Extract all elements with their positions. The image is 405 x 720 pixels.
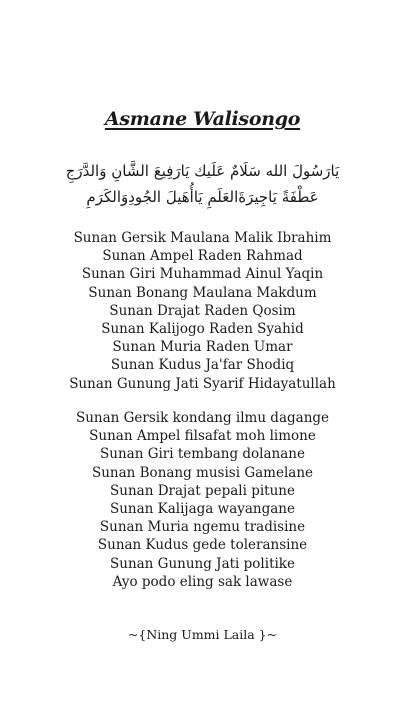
verse-line: Sunan Kudus Ja'far Shodiq — [110, 357, 295, 374]
arabic-verse — [20, 158, 385, 210]
verse-line: Ayo podo eling sak lawase — [112, 573, 293, 590]
verse-line: Sunan Kudus gede toleransine — [97, 537, 308, 554]
verse-line: Sunan Kalijogo Raden Syahid — [101, 321, 304, 338]
verse-line: Sunan Gunung Jati politike — [110, 555, 295, 572]
stanza-contributions — [0, 409, 405, 591]
verse-line: Sunan Gersik kondang ilmu dagange — [75, 410, 330, 426]
verse-line: Sunan Ampel filsafat moh limone — [89, 428, 316, 445]
verse-line: Sunan Kalijaga wayangane — [109, 501, 295, 518]
verse-line: Sunan Bonang Maulana Makdum — [88, 284, 317, 301]
verse-line: Sunan Drajat pepali pitune — [110, 482, 295, 499]
poem-title — [0, 108, 405, 130]
arabic-line-1: يَارَسُولَ الله سَلَامٌ عَلَيك يَارَفِيعَ الشَّانِ وَالدَّرَجِ — [65, 162, 340, 180]
verse-line: Sunan Gersik Maulana Malik Ibrahim — [73, 230, 332, 246]
verse-line: Sunan Giri tembang dolanane — [100, 446, 305, 463]
poem-title-text: Asmane Walisongo — [104, 108, 301, 130]
verse-line: Sunan Drajat Raden Qosim — [109, 302, 296, 319]
stanza-names — [0, 229, 405, 393]
verse-line: Sunan Muria ngemu tradisine — [99, 519, 306, 536]
verse-line: Sunan Bonang musisi Gamelane — [91, 464, 314, 481]
verse-line: Sunan Gunung Jati Syarif Hidayatullah — [69, 375, 336, 392]
verse-line: Sunan Giri Muhammad Ainul Yaqin — [81, 266, 324, 283]
arabic-line-2: عَطْفَةً يَاجِيرَةَالعَلَمِ يَاأُهَيلَ الجُودِوَالكَرَمِ — [86, 188, 319, 206]
author-signature: ~{Ning Ummi Laila }~ — [127, 627, 278, 642]
verse-line: Sunan Muria Raden Umar — [112, 339, 293, 356]
verse-line: Sunan Ampel Raden Rahmad — [102, 248, 303, 265]
